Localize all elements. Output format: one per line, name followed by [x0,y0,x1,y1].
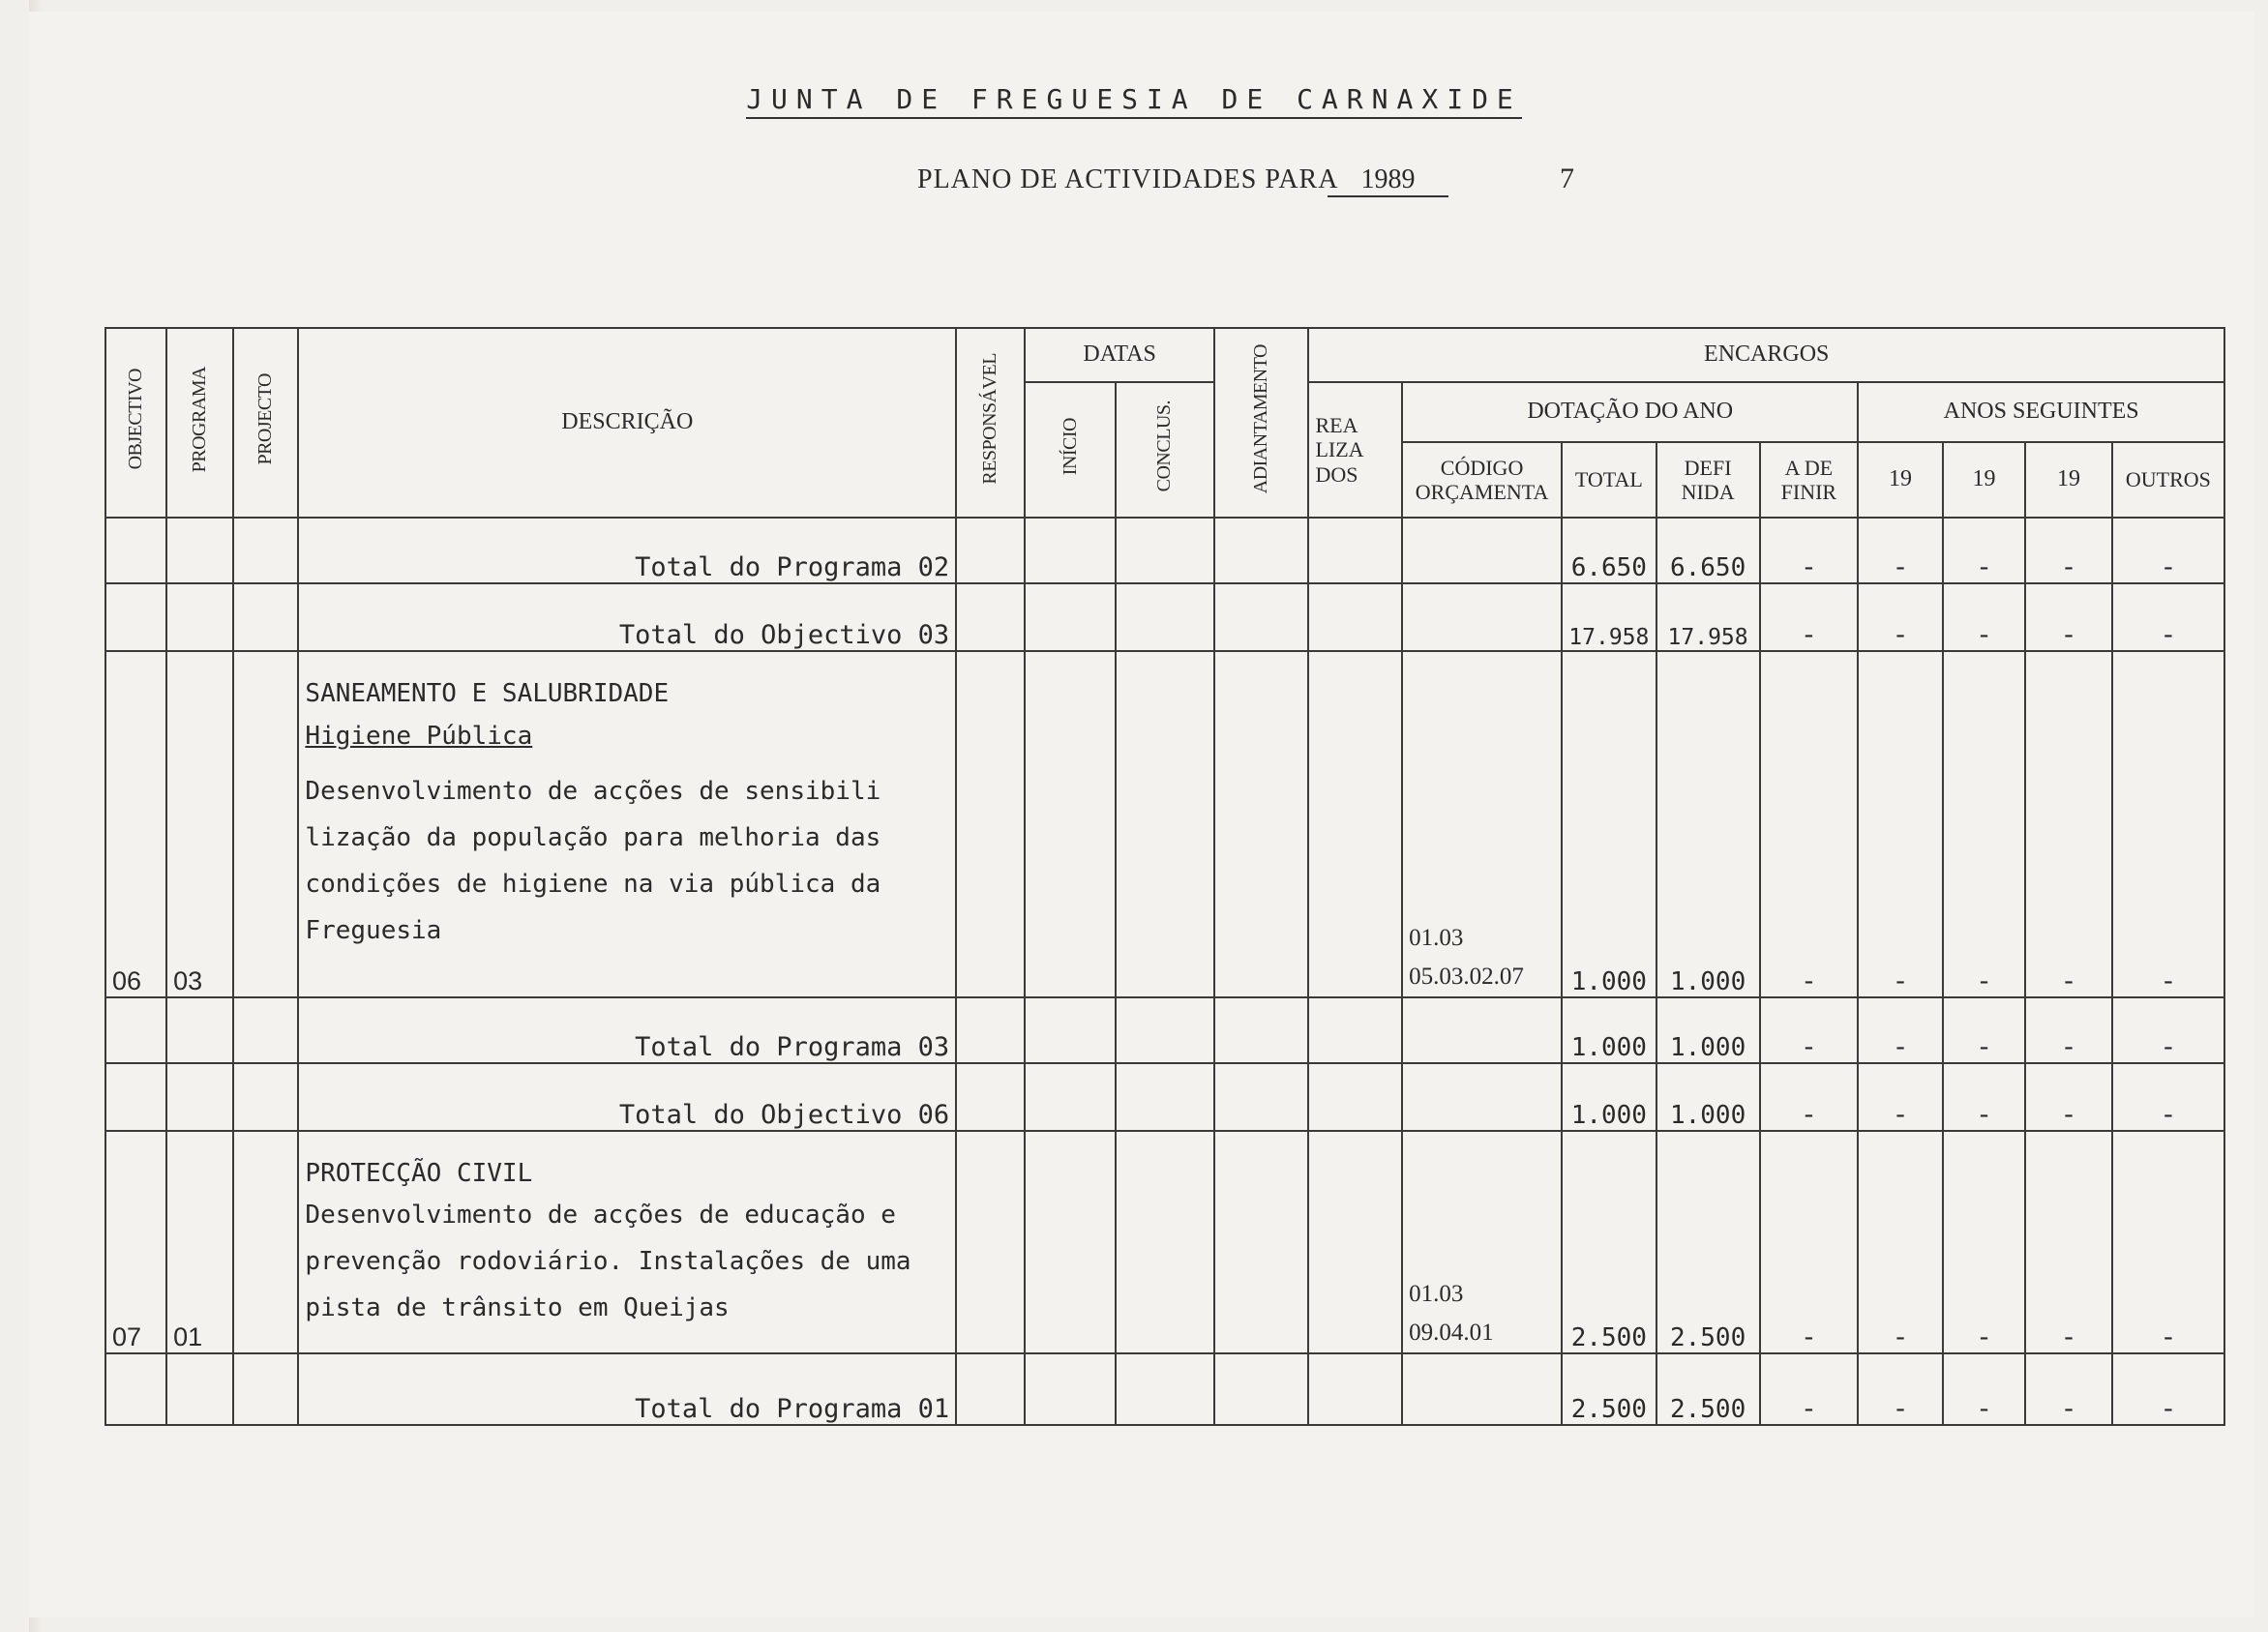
codigo-line-2: 09.04.01 [1409,1320,1494,1346]
cell-year-2: - [1943,1131,2025,1353]
cell-total: 2.500 [1562,1131,1656,1353]
cell-year-1: - [1858,651,1943,997]
row-label: Total do Objectivo 06 [298,1063,956,1131]
codigo-line-1: 01.03 [1409,925,1464,951]
cell-year-1: - [1858,997,1943,1063]
table-row [105,1353,2224,1425]
col-a-definir: A DE FINIR [1760,442,1859,518]
section-subtitle: Higiene Pública [305,722,533,751]
cell-descricao [298,651,956,997]
row-label: Total do Programa 01 [298,1353,956,1425]
col-outros: OUTROS [2112,442,2224,518]
cell-a-definir: - [1760,1353,1859,1425]
table-row [105,1131,2224,1353]
codigo-line-1: 01.03 [1409,1281,1464,1307]
cell-objectivo: 06 [105,651,166,997]
table-row [105,997,2224,1063]
cell-year-2: - [1943,651,2025,997]
col-dotacao: DOTAÇÃO DO ANO [1402,382,1858,442]
cell-year-1: - [1858,583,1943,651]
cell-definida: 17.958 [1656,583,1760,651]
cell-outros: - [2112,518,2224,583]
table-row [105,651,2224,997]
cell-year-1: - [1858,1353,1943,1425]
col-adiantamento: ADIANTAMENTO [1214,328,1309,518]
row-label: Total do Objectivo 03 [298,583,956,651]
row-label: Total do Programa 03 [298,997,956,1063]
cell-a-definir: - [1760,997,1859,1063]
cell-a-definir: - [1760,651,1859,997]
cell-programa: 03 [166,651,233,997]
col-codigo: CÓDIGO ORÇAMENTA [1402,442,1562,518]
col-definida: DEFI NIDA [1656,442,1760,518]
cell-total: 2.500 [1562,1353,1656,1425]
cell-year-3: - [2025,1131,2112,1353]
cell-outros: - [2112,1353,2224,1425]
col-total: TOTAL [1562,442,1656,518]
document-title-text: JUNTA DE FREGUESIA DE CARNAXIDE [746,83,1522,119]
cell-year-3: - [2025,997,2112,1063]
cell-year-3: - [2025,518,2112,583]
cell-definida: 1.000 [1656,651,1760,997]
activities-table [104,327,2225,1426]
col-descricao: DESCRIÇÃO [298,328,956,518]
col-datas: DATAS [1025,328,1213,382]
cell-total: 1.000 [1562,1063,1656,1131]
cell-objectivo: 07 [105,1131,166,1353]
table-row [105,1063,2224,1131]
col-year-3: 19 [2025,442,2112,518]
cell-outros: - [2112,997,2224,1063]
cell-year-2: - [1943,1353,2025,1425]
cell-year-3: - [2025,1353,2112,1425]
col-conclus: CONCLUS. [1116,382,1214,518]
cell-a-definir: - [1760,1131,1859,1353]
cell-definida: 1.000 [1656,997,1760,1063]
cell-year-3: - [2025,1063,2112,1131]
col-year-2: 19 [1943,442,2025,518]
cell-total: 6.650 [1562,518,1656,583]
cell-definida: 6.650 [1656,518,1760,583]
section-title: PROTECÇÃO CIVIL [305,1159,533,1188]
col-anos-seguintes: ANOS SEGUINTES [1858,382,2224,442]
col-realizados: REA LIZA DOS [1308,382,1402,518]
cell-a-definir: - [1760,1063,1859,1131]
table-row [105,518,2224,583]
document-title [0,83,2268,115]
plan-year: 1989 [1328,164,1448,197]
cell-year-2: - [1943,518,2025,583]
cell-outros: - [2112,1063,2224,1131]
page-number: 7 [1560,163,1574,194]
cell-a-definir: - [1760,583,1859,651]
col-programa: PROGRAMA [166,328,233,518]
cell-outros: - [2112,583,2224,651]
cell-year-1: - [1858,1063,1943,1131]
row-label: Total do Programa 02 [298,518,956,583]
cell-total: 1.000 [1562,997,1656,1063]
document-subtitle: PLANO DE ACTIVIDADES PARA [917,164,1339,194]
col-projecto: PROJECTO [233,328,298,518]
cell-year-1: - [1858,1131,1943,1353]
section-title: SANEAMENTO E SALUBRIDADE [305,679,670,708]
col-responsavel: RESPONSÁVEL [956,328,1025,518]
col-inicio: INÍCIO [1025,382,1116,518]
faint-signature-stamp [1393,706,1451,1209]
cell-definida: 2.500 [1656,1131,1760,1353]
cell-year-3: - [2025,651,2112,997]
cell-definida: 1.000 [1656,1063,1760,1131]
cell-year-1: - [1858,518,1943,583]
codigo-line-2: 05.03.02.07 [1409,964,1524,990]
cell-programa: 01 [166,1131,233,1353]
section-body: Desenvolvimento de acções de sensibili lização da população para melhoria das condições de higiene na via pública da Freguesia [305,777,881,945]
cell-year-2: - [1943,997,2025,1063]
cell-a-definir: - [1760,518,1859,583]
table-row [105,583,2224,651]
cell-year-2: - [1943,583,2025,651]
cell-descricao [298,1131,956,1353]
section-body: Desenvolvimento de acções de educação e prevenção rodoviário. Instalações de uma pista de trânsito em Queijas [305,1201,911,1322]
cell-total: 1.000 [1562,651,1656,997]
col-encargos: ENCARGOS [1308,328,2224,382]
cell-definida: 2.500 [1656,1353,1760,1425]
cell-outros: - [2112,651,2224,997]
cell-outros: - [2112,1131,2224,1353]
cell-year-2: - [1943,1063,2025,1131]
col-objectivo: OBJECTIVO [105,328,166,518]
col-year-1: 19 [1858,442,1943,518]
cell-year-3: - [2025,583,2112,651]
cell-total: 17.958 [1562,583,1656,651]
